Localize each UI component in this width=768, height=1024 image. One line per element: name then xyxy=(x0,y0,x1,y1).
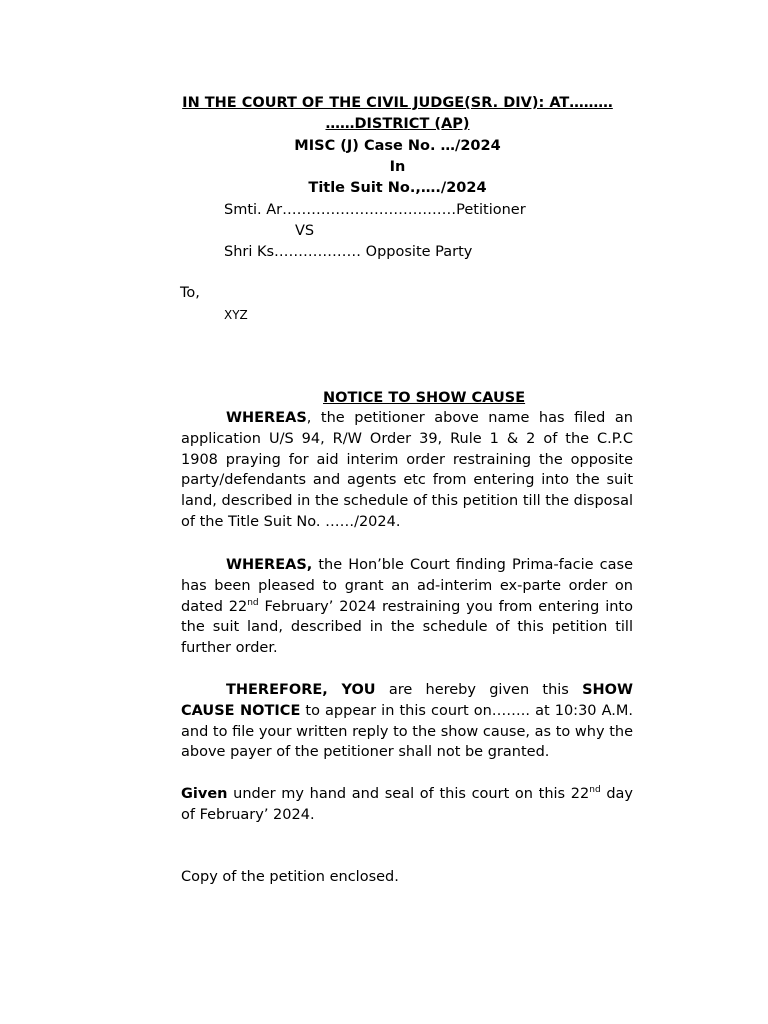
case-number: MISC (J) Case No. …/2024 xyxy=(294,138,501,154)
para4-text-b: day of February’ 2024. xyxy=(181,786,633,823)
vs-label: VS xyxy=(295,223,315,239)
para2-text-b: February’ 2024 restraining you from entering into the suit land, described in the schedule of this petition till further order. xyxy=(181,598,633,657)
notice-title: NOTICE TO SHOW CAUSE xyxy=(323,390,526,406)
para4-sup: nd xyxy=(589,785,601,795)
para3-text-a: are hereby given this xyxy=(375,682,583,698)
petitioner-line: Smti. Ar………………………………Petitioner xyxy=(224,202,526,218)
addressee-name: XYZ xyxy=(224,308,248,322)
court-heading-line2: ……DISTRICT (AP) xyxy=(325,116,470,132)
para3-bold-a: THEREFORE, YOU xyxy=(226,682,376,698)
title-suit-number: Title Suit No.,…./2024 xyxy=(308,180,487,196)
to-label: To, xyxy=(180,285,200,301)
opposite-party-line: Shri Ks……………… Opposite Party xyxy=(224,244,473,260)
paragraph-whereas-2 xyxy=(181,555,633,659)
para4-text-a: under my hand and seal of this court on this 22 xyxy=(227,786,590,802)
para3-bold-b: SHOW CAUSE NOTICE xyxy=(181,682,633,719)
para2-bold: WHEREAS, xyxy=(226,557,313,573)
para1-bold: WHEREAS xyxy=(226,410,307,426)
in-label: In xyxy=(389,159,406,175)
para2-text-a: the Hon’ble Court finding Prima-facie case has been pleased to grant an ad-interim ex-parte order on dated 22 xyxy=(181,557,633,615)
paragraph-therefore xyxy=(181,680,633,763)
paragraph-given xyxy=(181,784,633,826)
para3-text-b: to appear in this court on…….. at 10:30 A.M. and to file your written reply to the show cause, as to why the above payer of the petitioner shall not be granted. xyxy=(181,702,633,761)
enclosure-note: Copy of the petition enclosed. xyxy=(181,869,399,885)
para1-text: , the petitioner above name has filed an application U/S 94, R/W Order 39, Rule 1 & 2 of the C.P.C 1908 praying for aid interim order restraining the opposite party/defendants and agents etc from entering into the suit land, described in the schedule of this petition till the disposal of the Title Suit No. ……/2024. xyxy=(181,410,633,530)
court-heading-line1: IN THE COURT OF THE CIVIL JUDGE(SR. DIV): AT……… xyxy=(182,95,613,111)
para2-sup: nd xyxy=(247,597,259,608)
para4-bold: Given xyxy=(181,786,228,802)
paragraph-whereas-1 xyxy=(181,408,633,533)
